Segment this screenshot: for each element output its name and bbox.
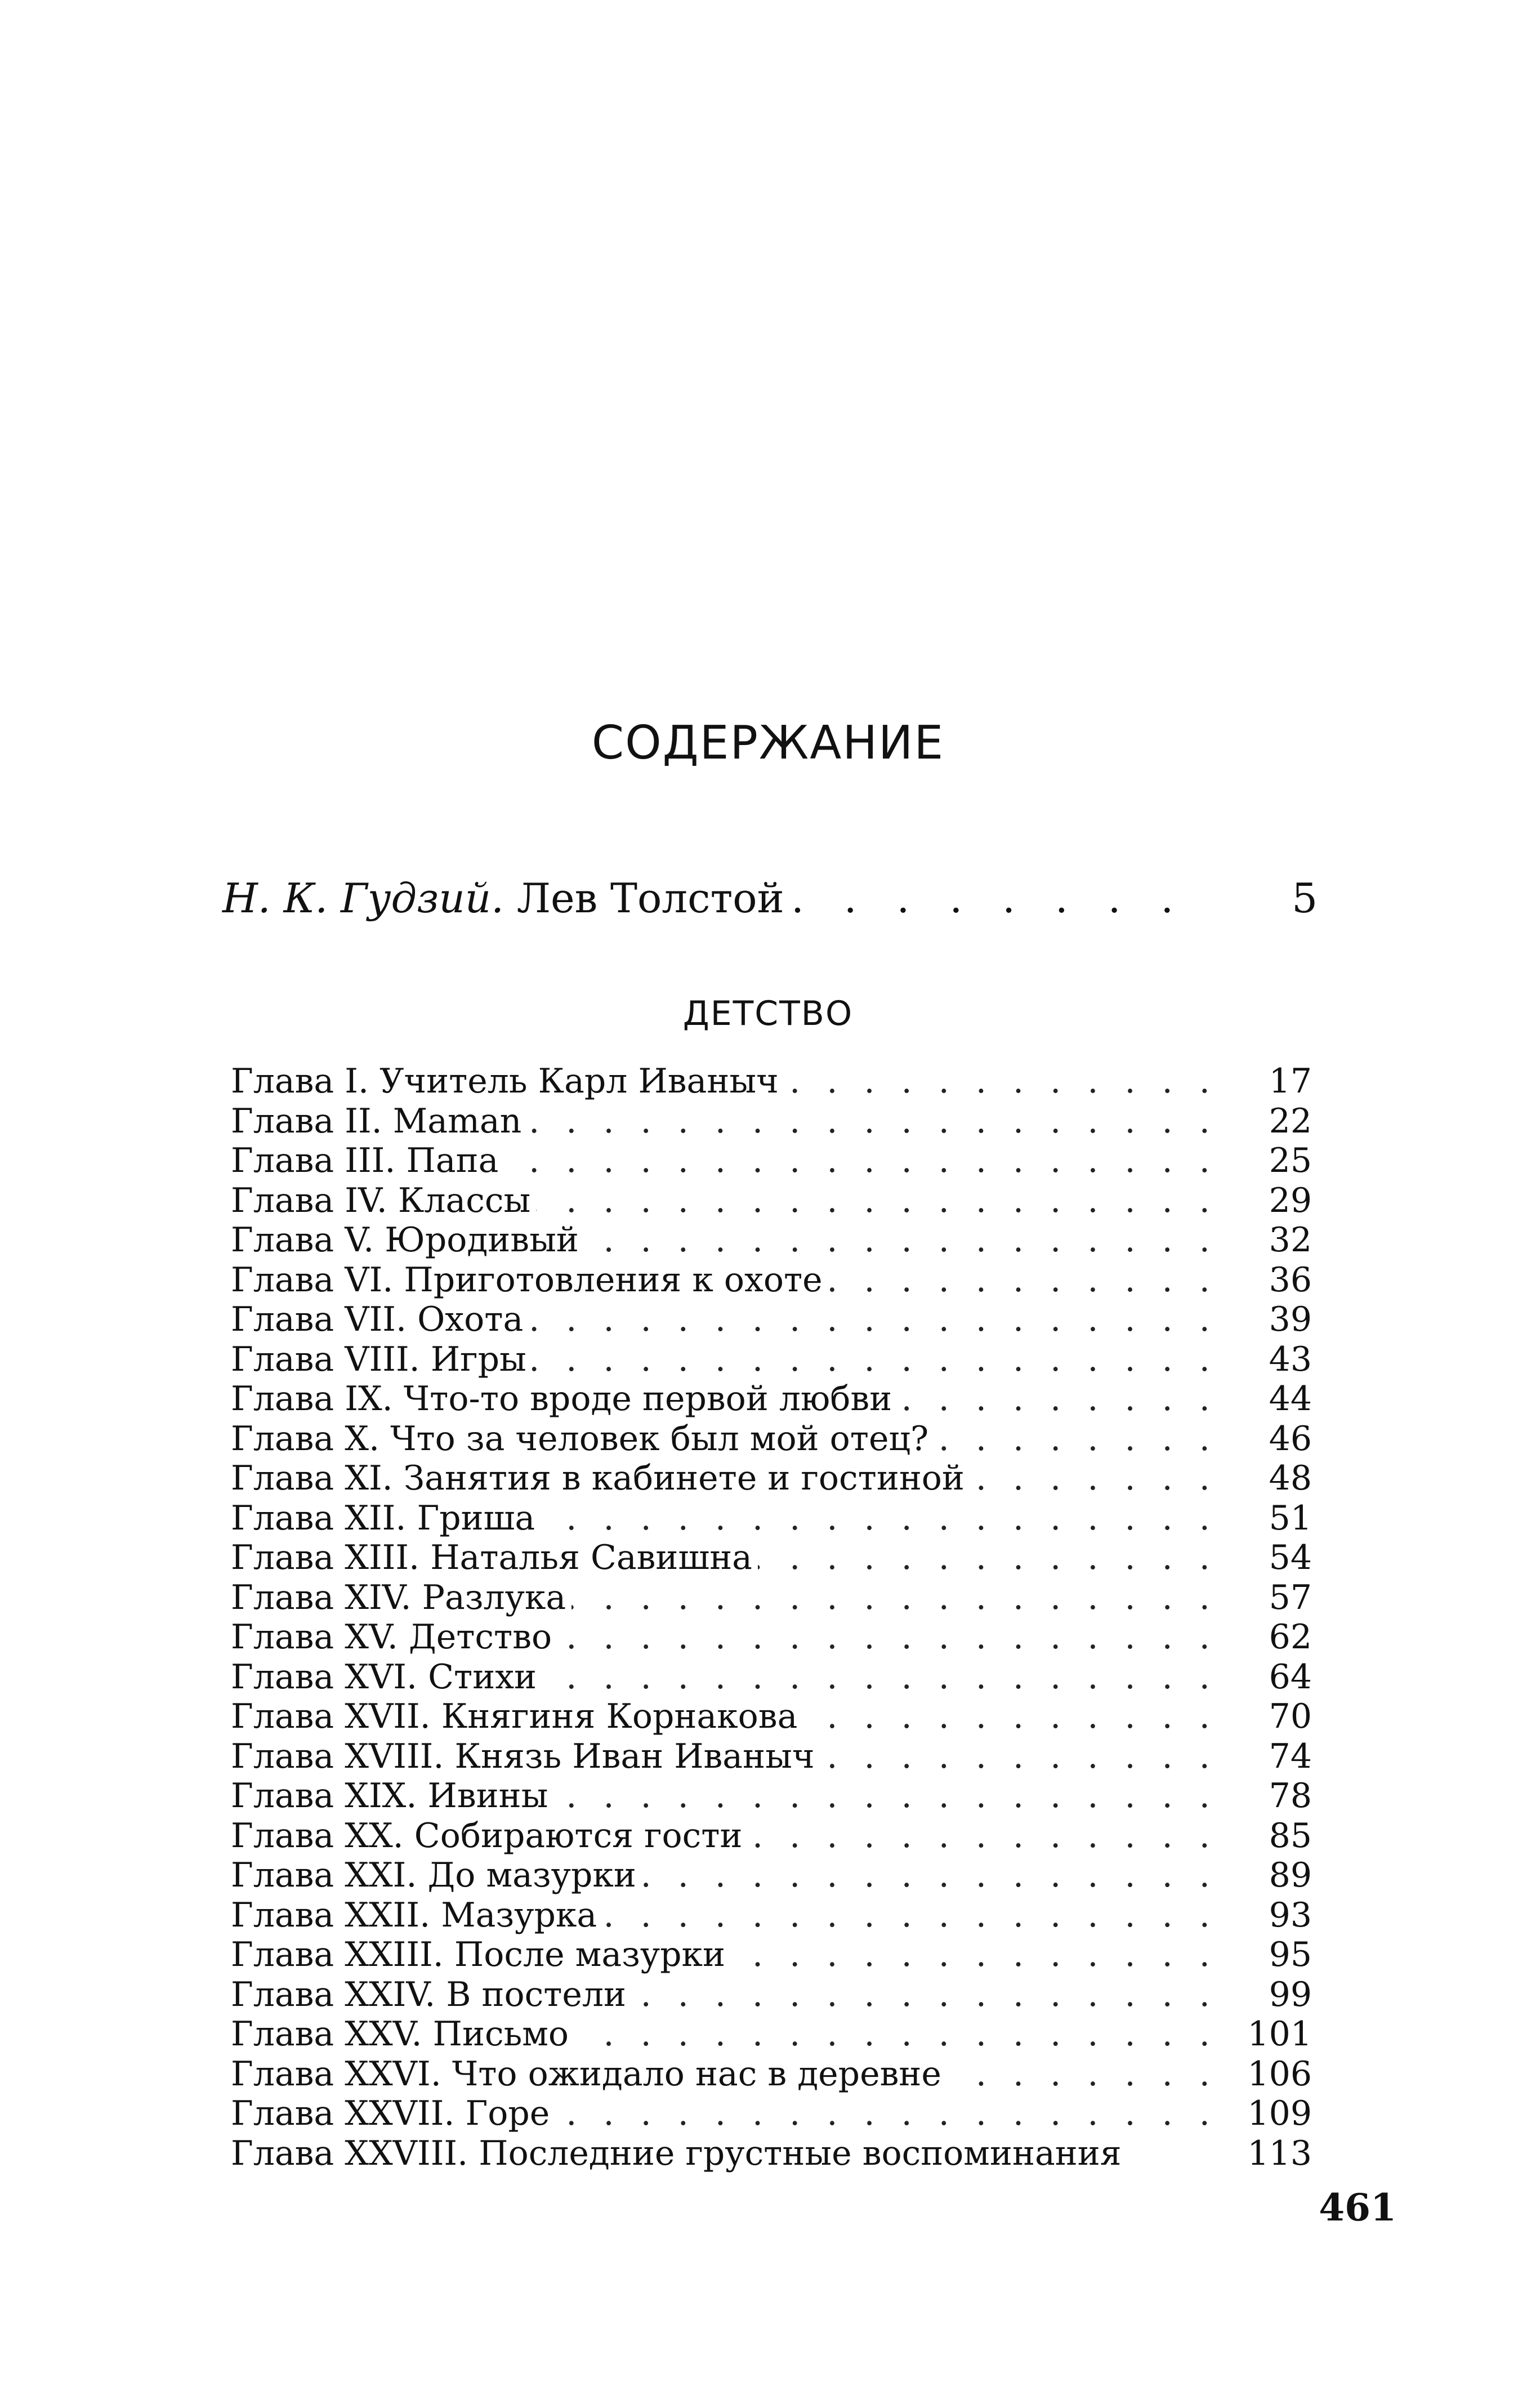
chapter-title: Глава VI. Приготовления к охоте — [231, 1260, 828, 1300]
toc-entry — [231, 1816, 1312, 1856]
page-title: СОДЕРЖАНИЕ — [591, 716, 945, 770]
chapter-page: 32 — [1269, 1220, 1312, 1260]
chapter-title: Глава V. Юродивый — [231, 1220, 584, 1260]
toc-entry — [231, 1499, 1312, 1539]
intro-page-number: 5 — [1292, 875, 1318, 922]
chapter-page: 106 — [1247, 2054, 1312, 2094]
chapter-title: Глава IV. Классы — [231, 1181, 536, 1220]
chapter-title: Глава XIV. Разлука — [231, 1578, 571, 1617]
toc-entry — [231, 1578, 1312, 1618]
toc-entry — [231, 1856, 1312, 1896]
intro-entry — [222, 870, 1318, 926]
intro-work: Лев Толстой — [516, 875, 784, 922]
chapter-title: Глава XV. Детство — [231, 1617, 557, 1657]
chapter-title: Глава XII. Гриша — [231, 1499, 541, 1538]
chapter-page: 17 — [1269, 1062, 1312, 1101]
chapter-page: 57 — [1269, 1577, 1312, 1617]
chapter-page: 95 — [1269, 1935, 1312, 1974]
toc-entry — [231, 1459, 1312, 1499]
chapter-page: 85 — [1269, 1816, 1312, 1856]
chapter-page: 43 — [1269, 1339, 1312, 1379]
toc-entry — [231, 1141, 1312, 1181]
chapter-title: Глава I. Учитель Карл Иваныч — [231, 1062, 784, 1101]
chapter-title: Глава XXIII. После мазурки — [231, 1935, 731, 1974]
toc-entry — [231, 1538, 1312, 1578]
chapter-title: Глава XXI. До мазурки — [231, 1856, 642, 1895]
chapter-title: Глава IX. Что-то вроде первой любви — [231, 1379, 898, 1419]
toc-entry — [231, 1062, 1312, 1102]
chapter-page: 99 — [1269, 1974, 1312, 2014]
toc-entry — [231, 2094, 1312, 2134]
chapter-page: 46 — [1269, 1419, 1312, 1459]
toc-entry — [231, 1697, 1312, 1737]
toc-entry — [231, 1102, 1312, 1141]
chapter-page: 25 — [1269, 1141, 1312, 1180]
chapter-title: Глава VII. Охота — [231, 1300, 529, 1339]
chapter-title: Глава VIII. Игры — [231, 1340, 532, 1379]
toc-entry — [231, 2014, 1312, 2054]
chapter-page: 93 — [1269, 1895, 1312, 1935]
chapter-title: Глава XXVII. Горе — [231, 2094, 555, 2133]
chapter-title: Глава III. Папа — [231, 1141, 504, 1180]
toc-entry — [231, 2134, 1312, 2174]
toc-entry — [231, 1975, 1312, 2015]
chapter-title: Глава XVI. Стихи — [231, 1657, 542, 1697]
chapter-title: Глава XVIII. Князь Иван Иваныч — [231, 1737, 820, 1776]
chapter-title: Глава XXIV. В постели — [231, 1975, 632, 2014]
chapter-page: 51 — [1269, 1498, 1312, 1538]
chapter-page: 70 — [1269, 1697, 1312, 1736]
chapter-title: Глава XXVIII. Последние грустные воспоминания — [231, 2134, 1127, 2173]
chapter-page: 101 — [1247, 2014, 1312, 2054]
chapter-page: 74 — [1269, 1736, 1312, 1776]
chapter-title: Глава XIX. Ивины — [231, 1776, 553, 1816]
toc-entry — [231, 1220, 1312, 1260]
chapter-page: 36 — [1269, 1260, 1312, 1300]
chapter-page: 78 — [1269, 1776, 1312, 1816]
toc-entry — [231, 1896, 1312, 1936]
toc-entry — [231, 2054, 1312, 2094]
chapter-title: Глава XXV. Письмо — [231, 2014, 574, 2054]
toc-entry — [231, 1776, 1312, 1816]
chapter-page: 48 — [1269, 1459, 1312, 1498]
toc-entry — [231, 1737, 1312, 1777]
chapter-title: Глава X. Что за человек был мой отец? — [231, 1419, 934, 1459]
chapter-title: Глава II. Maman — [231, 1102, 527, 1141]
chapter-page: 54 — [1269, 1538, 1312, 1577]
intro-leader-dots: . . . . . . . . — [791, 875, 1187, 922]
toc-entry — [231, 1657, 1312, 1697]
chapter-page: 22 — [1269, 1101, 1312, 1141]
chapter-title: Глава XXVI. Что ожидало нас в деревне — [231, 2054, 947, 2094]
toc-entry — [231, 1300, 1312, 1340]
page-number: 461 — [1319, 2186, 1396, 2229]
chapter-page: 44 — [1269, 1379, 1312, 1419]
chapter-page: 64 — [1269, 1657, 1312, 1697]
chapter-page: 39 — [1269, 1300, 1312, 1339]
chapter-title: Глава XI. Занятия в кабинете и гостиной — [231, 1459, 970, 1498]
toc-entry — [231, 1419, 1312, 1459]
toc-entry — [231, 1935, 1312, 1975]
section-title: ДЕТСТВО — [682, 994, 854, 1033]
table-of-contents — [231, 1062, 1312, 2173]
chapter-page: 109 — [1247, 2094, 1312, 2133]
chapter-title: Глава XIII. Наталья Савишна — [231, 1538, 758, 1577]
chapter-page: 29 — [1269, 1180, 1312, 1220]
toc-entry — [231, 1181, 1312, 1221]
chapter-title: Глава XVII. Княгиня Корнакова — [231, 1697, 803, 1736]
toc-entry — [231, 1379, 1312, 1419]
toc-entry — [231, 1340, 1312, 1380]
intro-author: Н. К. Гудзий. — [222, 875, 504, 922]
toc-entry — [231, 1260, 1312, 1300]
chapter-title: Глава XXII. Мазурка — [231, 1896, 602, 1935]
chapter-page: 113 — [1247, 2133, 1312, 2173]
chapter-title: Глава XX. Собираются гости — [231, 1816, 748, 1856]
chapter-page: 62 — [1269, 1617, 1312, 1657]
chapter-page: 89 — [1269, 1856, 1312, 1895]
toc-entry — [231, 1617, 1312, 1657]
